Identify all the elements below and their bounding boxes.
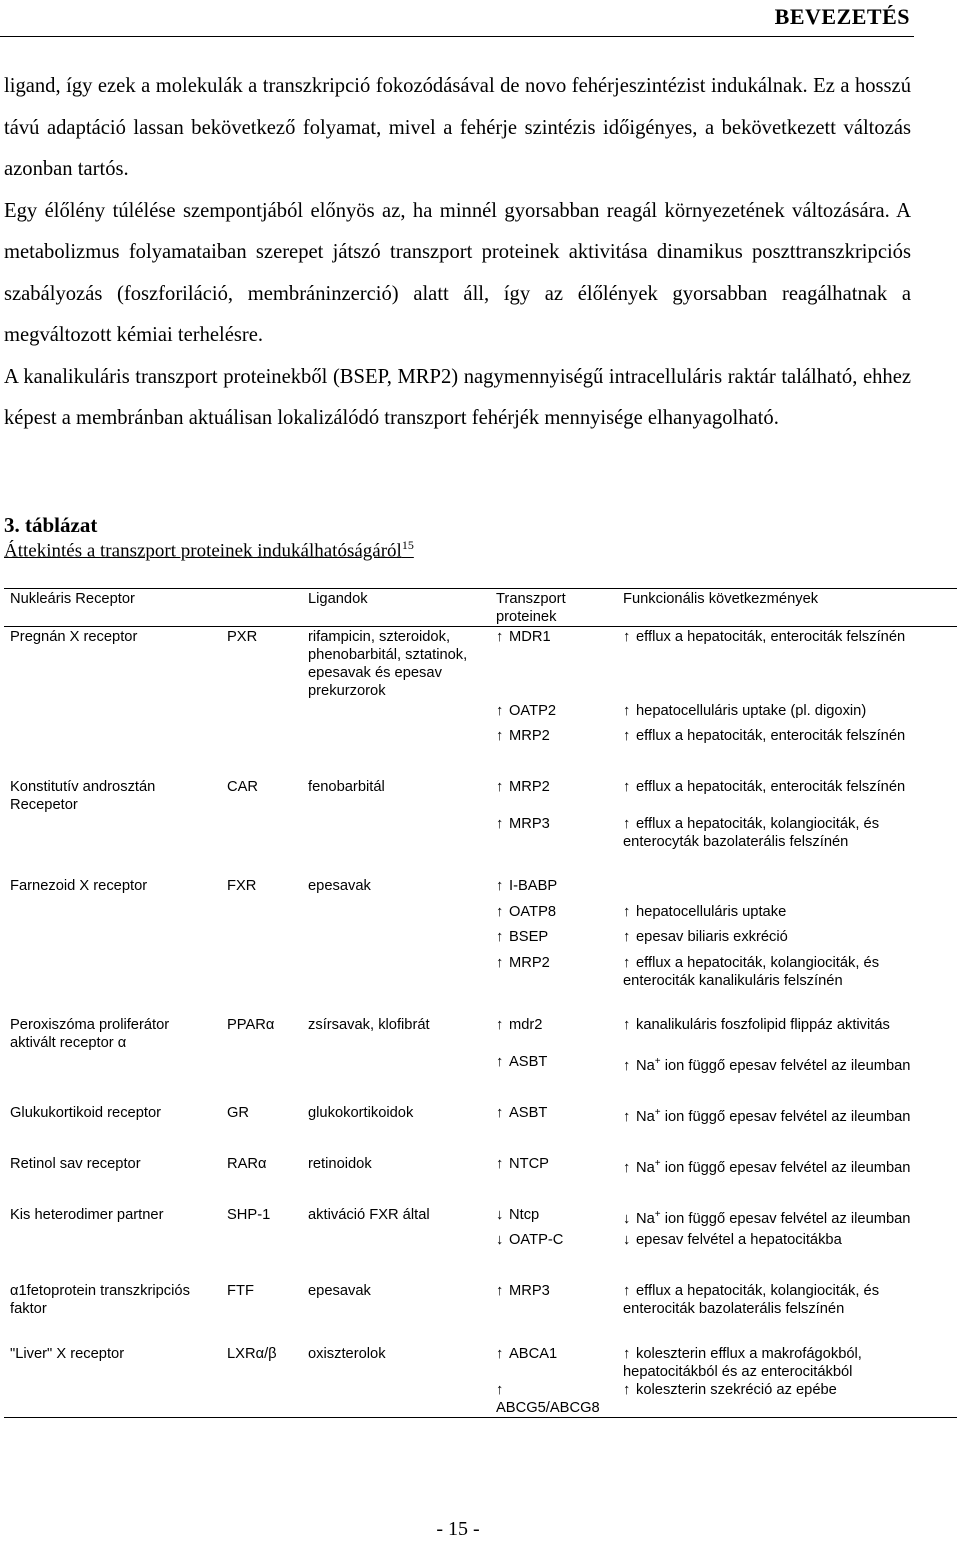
header-function: Funkcionális következmények [623,591,819,607]
receptor-name: α1fetoprotein transzkripciós faktor [10,1283,190,1317]
up-arrow-icon: ↑ [623,728,631,744]
transport-protein: ↑ OATP8 [496,904,557,920]
down-arrow-icon: ↓ [623,1232,631,1248]
down-arrow-icon: ↓ [623,1210,631,1227]
function: ↓ Na+ ion függő epesav felvétel az ileumban [623,1209,911,1227]
up-arrow-icon: ↑ [496,1105,504,1121]
ligands: epesavak [308,1283,371,1299]
transport-protein: ↑ MRP2 [496,728,550,744]
up-arrow-icon: ↑ [496,1283,504,1299]
table-caption-ref: 15 [401,538,414,552]
receptor-abbr: PXR [227,629,258,645]
function: ↑ efflux a hepatociták, enterociták felszínén [623,779,906,795]
up-arrow-icon: ↑ [623,1017,631,1033]
receptor-name: Pregnán X receptor [10,629,138,645]
up-arrow-icon: ↑ [496,955,504,971]
receptor-name: Peroxiszóma proliferátor aktivált receptor α [10,1017,170,1051]
receptor-abbr: CAR [227,779,259,795]
function: ↑ Na+ ion függő epesav felvétel az ileumban [623,1158,911,1176]
function: ↑ efflux a hepatociták, enterociták felszínén [623,629,906,645]
transport-protein: ↑ NTCP [496,1156,549,1172]
ligands: glukokortikoidok [308,1105,414,1121]
ligands: oxiszterolok [308,1346,386,1362]
up-arrow-icon: ↑ [623,904,631,920]
header-receptor: Nukleáris Receptor [10,591,135,607]
up-arrow-icon: ↑ [496,1017,504,1033]
receptor-abbr: GR [227,1105,250,1121]
table-header-rule [4,626,957,627]
header-transport: Transzport proteinek [496,591,566,625]
down-arrow-icon: ↓ [496,1232,504,1248]
up-arrow-icon: ↑ [623,1346,631,1362]
table-bottom-rule [4,1417,957,1418]
up-arrow-icon: ↑ [496,779,504,795]
up-arrow-icon: ↑ [623,1159,631,1176]
function: ↑ kanalikuláris foszfolipid flippáz aktivitás [623,1017,890,1033]
up-arrow-icon: ↑ [623,955,631,971]
up-arrow-icon: ↑ [623,629,631,645]
up-arrow-icon: ↑ [623,1382,631,1398]
transport-protein: ↑ BSEP [496,929,549,945]
receptor-abbr: FTF [227,1283,254,1299]
function: ↓ epesav felvétel a hepatocitákba [623,1232,842,1248]
up-arrow-icon: ↑ [496,703,504,719]
up-arrow-icon: ↑ [623,929,631,945]
receptor-name: Glukukortikoid receptor [10,1105,162,1121]
up-arrow-icon: ↑ [496,904,504,920]
function: ↑ hepatocelluláris uptake [623,904,787,920]
header-title: BEVEZETÉS [774,4,910,29]
transport-protein: ↑ ASBT [496,1105,548,1121]
receptor-name: Retinol sav receptor [10,1156,141,1172]
up-arrow-icon: ↑ [623,816,631,832]
page-number: - 15 - [436,1518,480,1540]
paragraph-1: ligand, így ezek a molekulák a transzkripció fokozódásával de novo fehérjeszintézist indukálnak. Ez a hosszú távú adaptáció lassan bekövetkező folyamat, mivel a fehérje szintézis időigényes, a bekövetkezett változás azonban tartós. [4,75,911,180]
up-arrow-icon: ↑ [623,779,631,795]
transport-protein: ↑ ABCG5/ABCG8 [496,1382,600,1416]
function: ↑ efflux a hepatociták, kolangiociták, és enterocyták bazolaterális felszínén [623,816,880,850]
up-arrow-icon: ↑ [496,816,504,832]
up-arrow-icon: ↑ [496,629,504,645]
function: ↑ Na+ ion függő epesav felvétel az ileumban [623,1056,911,1074]
up-arrow-icon: ↑ [496,929,504,945]
up-arrow-icon: ↑ [496,1156,504,1172]
receptor-abbr: RARα [227,1156,267,1172]
paragraph-2: Egy élőlény túlélése szempontjából előnyös az, ha minnél gyorsabban reagál környezetének változására. A metabolizmus folyamataiban szerepet játszó transzport proteinek aktivitása dinamikus poszttranszkripciós szabályozás (foszforiláció, membráninzerció) alatt áll, így az élőlények gyorsabban reagálhatnak a megváltozott kémiai terhelésre. [4,199,911,346]
up-arrow-icon: ↑ [623,1057,631,1074]
transport-protein: ↑ OATP2 [496,703,557,719]
ligands: rifampicin, szteroidok, phenobarbitál, sztatinok, epesavak és epesav prekurzorok [308,629,468,699]
transport-protein: ↑ MDR1 [496,629,551,645]
receptor-abbr: PPARα [227,1017,275,1033]
up-arrow-icon: ↑ [496,878,504,894]
transport-protein: ↓ OATP-C [496,1232,564,1248]
function: ↑ epesav biliaris exkréció [623,929,788,945]
up-arrow-icon: ↑ [623,703,631,719]
up-arrow-icon: ↑ [496,1346,504,1362]
transport-protein: ↑ MRP3 [496,816,550,832]
up-arrow-icon: ↑ [496,1382,504,1398]
transport-protein: ↑ MRP2 [496,955,550,971]
receptor-abbr: FXR [227,878,257,894]
body-text [4,66,911,440]
header-ligands: Ligandok [308,591,368,607]
ligands: epesavak [308,878,371,894]
function: ↑ efflux a hepatociták, kolangiociták, és enterociták kanalikuláris felszínén [623,955,880,989]
header-rule [0,36,914,37]
up-arrow-icon: ↑ [623,1283,631,1299]
table-caption [4,538,414,562]
paragraph-3: A kanalikuláris transzport proteinekből (BSEP, MRP2) nagymennyiségű intracelluláris raktár található, ehhez képest a membránban aktuálisan lokalizálódó transzport fehérjék mennyisége elhanyagolható. [4,365,911,429]
ligands: aktiváció FXR által [308,1207,430,1223]
receptor-name: Konstitutív androsztán Recepetor [10,779,156,813]
transport-protein: ↑ MRP2 [496,779,550,795]
transport-protein: ↑ ASBT [496,1054,548,1070]
function: ↑ koleszterin efflux a makrofágokból, hepatocitákból és az enterocitákból [623,1346,862,1380]
table-number: 3. táblázat [4,513,98,537]
function: ↑ efflux a hepatociták, enterociták felszínén [623,728,906,744]
ligands: fenobarbitál [308,779,385,795]
transport-protein: ↑ I-BABP [496,878,558,894]
function: ↑ koleszterin szekréció az epébe [623,1382,837,1398]
ligands: retinoidok [308,1156,372,1172]
receptor-name: "Liver" X receptor [10,1346,125,1362]
up-arrow-icon: ↑ [623,1108,631,1125]
function: ↑ Na+ ion függő epesav felvétel az ileumban [623,1107,911,1125]
transport-protein: ↑ MRP3 [496,1283,550,1299]
function: ↑ hepatocelluláris uptake (pl. digoxin) [623,703,867,719]
transport-protein: ↑ ABCA1 [496,1346,558,1362]
receptor-abbr: LXRα/β [227,1346,277,1362]
table-caption-text: Áttekintés a transzport proteinek indukálhatóságáról [4,540,402,562]
up-arrow-icon: ↑ [496,1054,504,1070]
transport-protein: ↑ mdr2 [496,1017,543,1033]
receptor-name: Farnezoid X receptor [10,878,148,894]
function: ↑ efflux a hepatociták, kolangiociták, és enterociták bazolaterális felszínén [623,1283,880,1317]
receptor-name: Kis heterodimer partner [10,1207,164,1223]
table-top-rule [4,588,957,589]
ligands: zsírsavak, klofibrát [308,1017,430,1033]
transport-protein: ↓ Ntcp [496,1207,540,1223]
down-arrow-icon: ↓ [496,1207,504,1223]
receptor-abbr: SHP-1 [227,1207,271,1223]
up-arrow-icon: ↑ [496,728,504,744]
